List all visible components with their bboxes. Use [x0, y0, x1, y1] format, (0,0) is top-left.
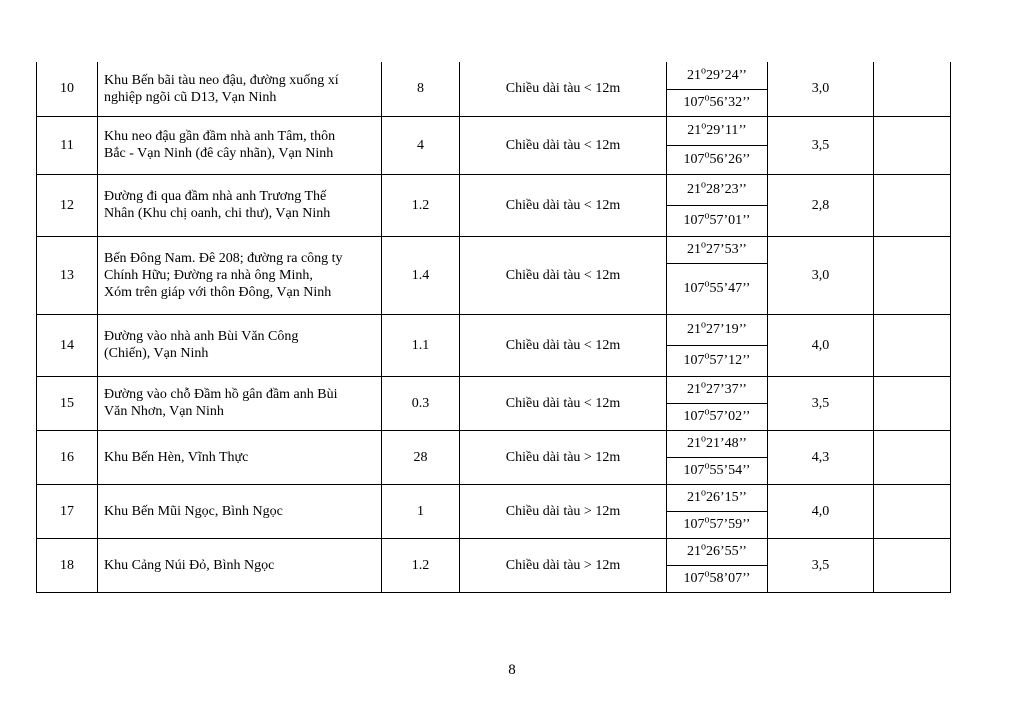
- coord-minutes-seconds: 29’11’’: [706, 123, 747, 138]
- degree-symbol: o: [701, 239, 707, 251]
- coord-minutes-seconds: 26’15’’: [706, 490, 747, 505]
- note-cell: [874, 430, 951, 484]
- location-name-cell: [98, 116, 382, 174]
- coord-minutes-seconds: 55’54’’: [709, 463, 751, 478]
- longitude-cell: [667, 263, 768, 314]
- location-name-line: Chính Hữu; Đường ra nhà ông Minh,: [104, 267, 313, 283]
- latitude-cell: [667, 484, 768, 511]
- length-cell: 1.2: [382, 174, 460, 236]
- degree-symbol: o: [701, 433, 707, 445]
- table-row: [37, 538, 951, 565]
- table-row: [37, 430, 951, 457]
- location-name-line: Văn Nhơn, Vạn Ninh: [104, 404, 224, 419]
- note-cell: [874, 538, 951, 592]
- coord-minutes-seconds: 21’48’’: [706, 436, 747, 451]
- coord-minutes-seconds: 27’19’’: [706, 322, 747, 337]
- length-cell: 1.2: [382, 538, 460, 592]
- length-cell: 8: [382, 62, 460, 116]
- depth-cell: 2,8: [768, 174, 874, 236]
- location-name-line: Khu Bến Mũi Ngọc, Bình Ngọc: [104, 503, 283, 519]
- length-cell: 4: [382, 116, 460, 174]
- coord-degrees: 21: [687, 182, 702, 197]
- table-row: [37, 236, 951, 263]
- coord-degrees: 21: [687, 490, 702, 505]
- vessel-type-cell: Chiều dài tàu > 12m: [460, 538, 667, 592]
- note-cell: [874, 484, 951, 538]
- degree-symbol: o: [701, 379, 707, 391]
- coord-degrees: 21: [687, 123, 702, 138]
- depth-cell: 4,0: [768, 484, 874, 538]
- location-name-line: Nhân (Khu chị oanh, chi thư), Vạn Ninh: [104, 206, 331, 221]
- latitude-cell: [667, 174, 768, 205]
- degree-symbol: o: [704, 350, 710, 362]
- vessel-type-cell: Chiều dài tàu < 12m: [460, 116, 667, 174]
- location-name-line: Bắc - Vạn Ninh (đê cây nhãn), Vạn Ninh: [104, 146, 334, 161]
- coord-minutes-seconds: 57’12’’: [709, 353, 751, 368]
- coord-degrees: 21: [687, 436, 702, 451]
- longitude-cell: [667, 345, 768, 376]
- vessel-type-cell: Chiều dài tàu < 12m: [460, 376, 667, 430]
- degree-symbol: o: [701, 319, 707, 331]
- note-cell: [874, 236, 951, 314]
- location-name-cell: [98, 62, 382, 116]
- coord-minutes-seconds: 56’32’’: [709, 95, 751, 110]
- location-name-cell: [98, 430, 382, 484]
- depth-cell: 4,3: [768, 430, 874, 484]
- degree-symbol: o: [701, 487, 707, 499]
- row-number-cell: 15: [37, 376, 98, 430]
- coord-degrees: 107: [683, 409, 705, 424]
- degree-symbol: o: [704, 460, 710, 472]
- coord-degrees: 107: [683, 95, 705, 110]
- location-name-line: Đường vào chỗ Đầm hồ gân đầm anh Bùi: [104, 387, 338, 402]
- coord-degrees: 107: [683, 571, 705, 586]
- degree-symbol: o: [704, 514, 710, 526]
- location-name-cell: [98, 484, 382, 538]
- vessel-type-cell: Chiều dài tàu < 12m: [460, 236, 667, 314]
- degree-symbol: o: [701, 120, 707, 132]
- depth-cell: 3,0: [768, 236, 874, 314]
- table-row: [37, 484, 951, 511]
- location-name-line: Đường đi qua đầm nhà anh Trương Thế: [104, 189, 327, 204]
- longitude-cell: [667, 145, 768, 174]
- coord-minutes-seconds: 29’24’’: [706, 67, 747, 83]
- degree-symbol: o: [704, 278, 710, 290]
- coord-minutes-seconds: 57’02’’: [709, 409, 751, 424]
- row-number-cell: 12: [37, 174, 98, 236]
- depth-cell: 3,0: [768, 62, 874, 116]
- coord-minutes-seconds: 27’37’’: [706, 382, 747, 397]
- coord-degrees: 21: [687, 382, 702, 397]
- latitude-cell: [667, 376, 768, 403]
- row-number-cell: 13: [37, 236, 98, 314]
- degree-symbol: o: [701, 65, 707, 77]
- latitude-cell: [667, 62, 768, 89]
- coord-degrees: 107: [683, 213, 705, 228]
- coord-degrees: 107: [683, 281, 705, 296]
- latitude-cell: [667, 116, 768, 145]
- note-cell: [874, 174, 951, 236]
- depth-cell: 3,5: [768, 538, 874, 592]
- anchorage-table: [36, 62, 951, 593]
- coord-degrees: 107: [683, 152, 705, 167]
- row-number-cell: 18: [37, 538, 98, 592]
- longitude-cell: [667, 403, 768, 430]
- longitude-cell: [667, 457, 768, 484]
- note-cell: [874, 116, 951, 174]
- note-cell: [874, 62, 951, 116]
- length-cell: 28: [382, 430, 460, 484]
- degree-symbol: o: [704, 210, 710, 222]
- depth-cell: 3,5: [768, 116, 874, 174]
- length-cell: 0.3: [382, 376, 460, 430]
- latitude-cell: [667, 314, 768, 345]
- degree-symbol: o: [704, 92, 710, 104]
- location-name-line: Bến Đông Nam. Đê 208; đường ra công ty: [104, 250, 343, 266]
- depth-cell: 3,5: [768, 376, 874, 430]
- coord-minutes-seconds: 57’59’’: [709, 517, 751, 532]
- vessel-type-cell: Chiều dài tàu < 12m: [460, 62, 667, 116]
- latitude-cell: [667, 538, 768, 565]
- coord-minutes-seconds: 28’23’’: [706, 182, 747, 197]
- coord-minutes-seconds: 26’55’’: [706, 544, 747, 559]
- location-name-cell: [98, 236, 382, 314]
- location-name-cell: [98, 538, 382, 592]
- latitude-cell: [667, 430, 768, 457]
- location-name-line: Khu Bến Hèn, Vĩnh Thực: [104, 449, 249, 465]
- location-name-line: Khu Bến bãi tàu neo đậu, đường xuống xí: [104, 72, 339, 88]
- degree-symbol: o: [704, 149, 710, 161]
- location-name-cell: [98, 314, 382, 376]
- table-row: [37, 376, 951, 403]
- length-cell: 1.1: [382, 314, 460, 376]
- coord-degrees: 107: [683, 517, 705, 532]
- vessel-type-cell: Chiều dài tàu < 12m: [460, 174, 667, 236]
- coord-minutes-seconds: 56’26’’: [709, 152, 751, 167]
- location-name-line: Đường vào nhà anh Bùi Văn Công: [104, 329, 299, 344]
- coord-minutes-seconds: 58’07’’: [709, 571, 751, 586]
- degree-symbol: o: [701, 179, 707, 191]
- location-name-cell: [98, 376, 382, 430]
- length-cell: 1.4: [382, 236, 460, 314]
- coord-minutes-seconds: 57’01’’: [709, 213, 751, 228]
- vessel-type-cell: Chiều dài tàu < 12m: [460, 314, 667, 376]
- coord-degrees: 21: [687, 544, 702, 559]
- latitude-cell: [667, 236, 768, 263]
- table-row: [37, 314, 951, 345]
- note-cell: [874, 376, 951, 430]
- row-number-cell: 10: [37, 62, 98, 116]
- note-cell: [874, 314, 951, 376]
- location-name-line: nghiệp ngõi cũ D13, Vạn Ninh: [104, 89, 277, 105]
- degree-symbol: o: [701, 541, 707, 553]
- longitude-cell: [667, 565, 768, 592]
- table-row: [37, 62, 951, 89]
- location-name-line: Khu neo đậu gần đầm nhà anh Tâm, thôn: [104, 129, 336, 144]
- table-row: [37, 116, 951, 145]
- coord-degrees: 107: [683, 353, 705, 368]
- location-name-cell: [98, 174, 382, 236]
- coord-degrees: 21: [687, 322, 702, 337]
- row-number-cell: 14: [37, 314, 98, 376]
- vessel-type-cell: Chiều dài tàu > 12m: [460, 484, 667, 538]
- longitude-cell: [667, 511, 768, 538]
- row-number-cell: 16: [37, 430, 98, 484]
- page-number: 8: [508, 662, 516, 678]
- depth-cell: 4,0: [768, 314, 874, 376]
- location-name-line: (Chiến), Vạn Ninh: [104, 346, 209, 361]
- coord-minutes-seconds: 55’47’’: [709, 281, 751, 296]
- degree-symbol: o: [704, 568, 710, 580]
- table-body: [37, 62, 951, 592]
- degree-symbol: o: [704, 406, 710, 418]
- length-cell: 1: [382, 484, 460, 538]
- longitude-cell: [667, 205, 768, 236]
- location-name-line: Xóm trên giáp với thôn Đông, Vạn Ninh: [104, 284, 332, 300]
- coord-minutes-seconds: 27’53’’: [706, 242, 747, 257]
- location-name-line: Khu Cảng Núi Đỏ, Bình Ngọc: [104, 557, 275, 573]
- row-number-cell: 17: [37, 484, 98, 538]
- row-number-cell: 11: [37, 116, 98, 174]
- longitude-cell: [667, 89, 768, 116]
- vessel-type-cell: Chiều dài tàu > 12m: [460, 430, 667, 484]
- coord-degrees: 21: [687, 242, 702, 257]
- coord-degrees: 107: [683, 463, 705, 478]
- coord-degrees: 21: [687, 67, 702, 83]
- table-row: [37, 174, 951, 205]
